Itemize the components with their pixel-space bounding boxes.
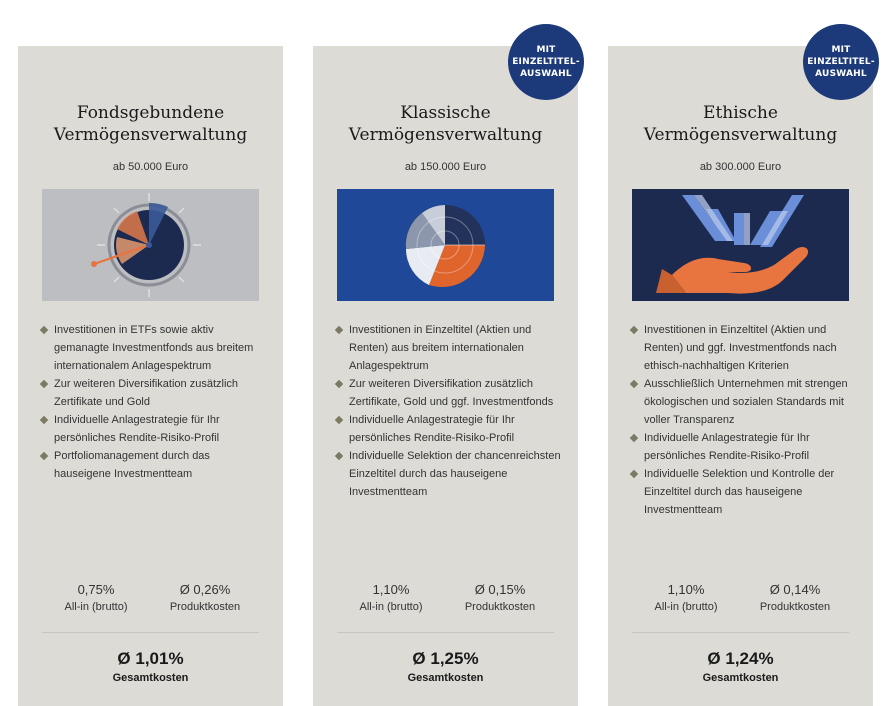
feature-item: Individuelle Anlagestrategie für Ihr persönliches Rendite-Risiko-Profil [630, 429, 857, 465]
feature-list [630, 321, 857, 519]
feature-item: Zur weiteren Diversifikation zusätzlich Zertifikate und Gold [40, 375, 267, 411]
gauge-chart-icon [42, 189, 259, 301]
hand-with-growth-icon [632, 189, 849, 301]
feature-item: Zur weiteren Diversifikation zusätzlich Zertifikate, Gold und ggf. Investmentfonds [335, 375, 562, 411]
cost-allin: 1,10% All-in (brutto) [654, 582, 718, 613]
feature-item: Investitionen in ETFs sowie aktiv gemanagte Investmentfonds aus breitem internationalem Anlagespektrum [40, 321, 267, 375]
card-title: Klassische Vermögensverwaltung [348, 103, 543, 145]
einzeltitel-badge: MIT EINZELTITEL- AUSWAHL [508, 24, 584, 100]
feature-item: Ausschließlich Unternehmen mit strengen ökologischen und sozialen Standards mit voller Transparenz [630, 375, 857, 429]
product-card-ethisch[interactable] [608, 46, 873, 706]
cost-breakdown [608, 581, 873, 621]
cost-product: Ø 0,15% Produktkosten [464, 582, 536, 613]
cost-allin: 1,10% All-in (brutto) [359, 582, 423, 613]
cost-product: Ø 0,26% Produktkosten [169, 582, 241, 613]
divider [42, 632, 259, 633]
pie-chart-icon [337, 189, 554, 301]
product-card-fondsgebunden[interactable] [18, 46, 283, 706]
divider [337, 632, 554, 633]
card-price: ab 300.000 Euro [699, 161, 782, 173]
einzeltitel-badge: MIT EINZELTITEL- AUSWAHL [803, 24, 879, 100]
cost-allin: 0,75% All-in (brutto) [64, 582, 128, 613]
feature-item: Investitionen in Einzeltitel (Aktien und Renten) und ggf. Investmentfonds nach ethisch-nachhaltigen Kriterien [630, 321, 857, 375]
card-price: ab 50.000 Euro [112, 161, 189, 173]
cost-product: Ø 0,14% Produktkosten [759, 582, 831, 613]
total-cost: Ø 1,24% Gesamtkosten [702, 649, 779, 684]
cost-breakdown [313, 581, 578, 621]
feature-list [335, 321, 562, 501]
feature-item: Individuelle Selektion der chancenreichsten Einzeltitel durch das hauseigene Investmentteam [335, 447, 562, 501]
divider [632, 632, 849, 633]
card-price: ab 150.000 Euro [404, 161, 487, 173]
feature-item: Individuelle Selektion und Kontrolle der Einzeltitel durch das hauseigene Investmentteam [630, 465, 857, 519]
product-card-klassisch[interactable] [313, 46, 578, 706]
total-cost: Ø 1,01% Gesamtkosten [112, 649, 189, 684]
feature-list [40, 321, 267, 483]
feature-item: Individuelle Anlagestrategie für Ihr persönliches Rendite-Risiko-Profil [40, 411, 267, 447]
feature-item: Portfoliomanagement durch das hauseigene Investmentteam [40, 447, 267, 483]
feature-item: Investitionen in Einzeltitel (Aktien und Renten) aus breitem internationalen Anlagespektrum [335, 321, 562, 375]
cost-breakdown [18, 581, 283, 621]
card-title: Fondsgebundene Vermögensverwaltung [53, 103, 248, 145]
feature-item: Individuelle Anlagestrategie für Ihr persönliches Rendite-Risiko-Profil [335, 411, 562, 447]
card-title: Ethische Vermögensverwaltung [643, 103, 838, 145]
total-cost: Ø 1,25% Gesamtkosten [407, 649, 484, 684]
